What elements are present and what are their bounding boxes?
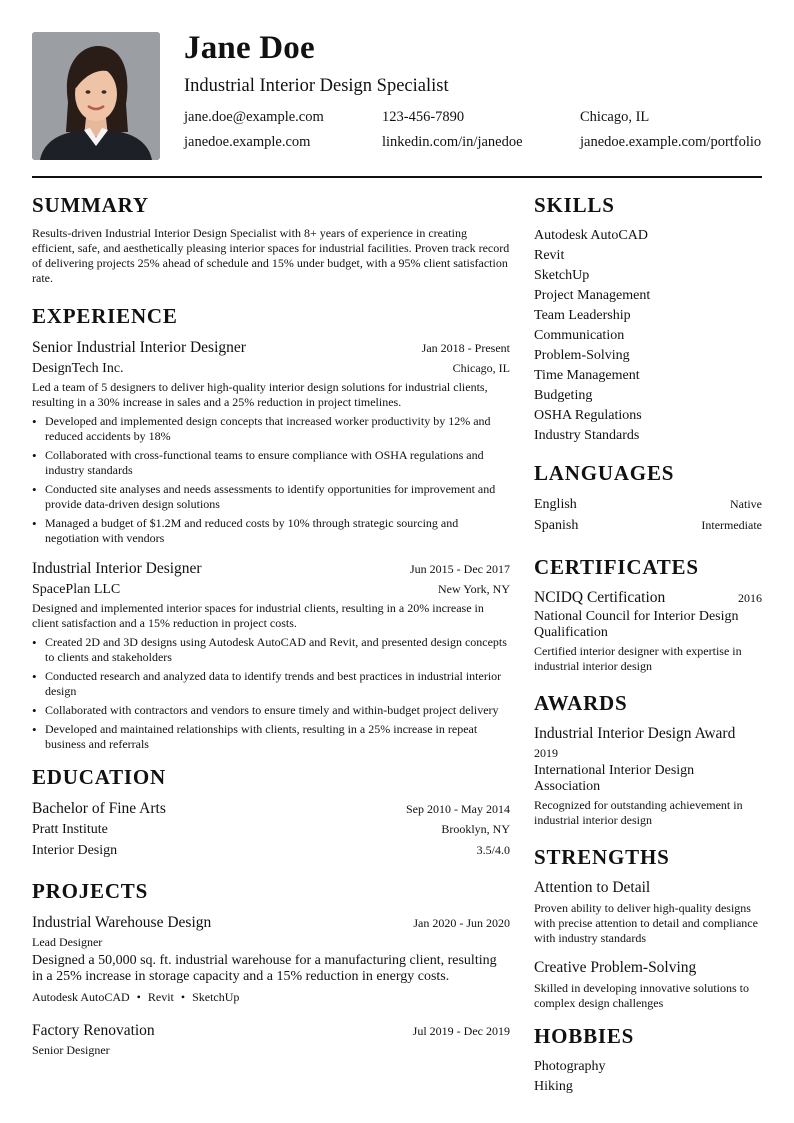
profile-photo <box>32 32 160 160</box>
hobbies-section <box>534 1023 762 1097</box>
project-dates: Jul 2019 - Dec 2019 <box>412 1024 510 1038</box>
job-bullets <box>32 414 510 546</box>
language-level: Native <box>730 497 762 511</box>
right-column <box>534 192 762 1097</box>
education-dates: Sep 2010 - May 2014 <box>406 802 510 816</box>
strength-description: Skilled in developing innovative solutions to complex design challenges <box>534 981 749 1010</box>
strength-title: Creative Problem-Solving <box>534 959 697 976</box>
skill-item: Industry Standards <box>534 428 640 443</box>
certificate-name: NCIDQ Certification <box>534 589 666 606</box>
gpa: 3.5/4.0 <box>476 843 510 857</box>
contact-linkedin[interactable]: linkedin.com/in/janedoe <box>382 134 523 150</box>
award-year: 2019 <box>534 746 558 760</box>
project-description: Designed a 50,000 sq. ft. industrial warehouse for a manufacturing client, resulting in a 25% increase in storage capacity and a 15% reduction in energy costs. <box>32 953 497 984</box>
certificate-issuer: National Council for Interior Design Qualification <box>534 609 739 640</box>
strength-description: Proven ability to deliver high-quality designs with precise attention to detail and compliance with industry standards <box>534 901 758 945</box>
skill-item: Project Management <box>534 288 651 303</box>
field-of-study: Interior Design <box>32 843 118 858</box>
language-row <box>534 515 762 536</box>
company-name: DesignTech Inc. <box>32 361 124 376</box>
skill-item: Communication <box>534 328 625 343</box>
skill-item: Budgeting <box>534 388 593 403</box>
strength-entry <box>534 958 762 1011</box>
strength-entry <box>534 878 762 946</box>
project-role: Senior Designer <box>32 1043 110 1057</box>
section-heading: AWARDS <box>534 691 628 715</box>
education-section <box>32 764 510 861</box>
award-name: Industrial Interior Design Award <box>534 725 736 742</box>
project-technologies <box>32 988 510 1006</box>
certificates-section <box>534 554 762 674</box>
experience-section <box>32 303 510 752</box>
contact-phone[interactable]: 123-456-7890 <box>382 109 465 125</box>
certificate-description: Certified interior designer with expertise in industrial interior design <box>534 644 742 673</box>
summary-text: Results-driven Industrial Interior Design Specialist with 8+ years of experience in creating efficient, safe, and aesthetically pleasing interior spaces for industrial facilities. Proven track record of delivering projects 25% ahead of schedule and 15% under budget, with a 95% client satisfaction rate. <box>32 226 510 285</box>
section-heading: EXPERIENCE <box>32 304 178 328</box>
header-divider <box>32 176 762 178</box>
contact-email[interactable]: jane.doe@example.com <box>184 109 324 125</box>
award-issuer: International Interior Design Association <box>534 763 695 794</box>
section-heading: PROJECTS <box>32 879 149 903</box>
awards-section <box>534 690 762 828</box>
separator: • <box>136 990 141 1004</box>
tech-tag: Revit <box>147 990 174 1004</box>
language-row <box>534 494 762 515</box>
award-description: Recognized for outstanding achievement in industrial interior design <box>534 798 743 827</box>
projects-section <box>32 878 510 1059</box>
experience-entry <box>32 558 510 752</box>
job-bullets <box>32 635 510 752</box>
job-dates: Jan 2018 - Present <box>421 341 510 355</box>
language-name: Spanish <box>534 518 579 533</box>
strength-title: Attention to Detail <box>534 879 651 896</box>
project-entry <box>32 1020 510 1059</box>
skill-item: Autodesk AutoCAD <box>534 228 648 243</box>
job-title: Senior Industrial Interior Designer <box>32 339 246 356</box>
contact-location: Chicago, IL <box>580 109 650 125</box>
job-title: Industrial Interior Designer <box>32 560 202 577</box>
company-name: SpacePlan LLC <box>32 582 121 597</box>
list-item: • Collaborated with contractors and vendors to ensure timely and within-budget project delivery <box>32 703 510 718</box>
section-heading: HOBBIES <box>534 1024 635 1048</box>
list-item: • Developed and maintained relationships with clients, resulting in a 25% increase in repeat business and referrals <box>32 722 510 752</box>
section-heading: EDUCATION <box>32 765 166 789</box>
strengths-section <box>534 844 762 1011</box>
candidate-name: Jane Doe <box>184 30 315 66</box>
skill-item: SketchUp <box>534 268 590 283</box>
section-heading: SKILLS <box>534 193 615 217</box>
project-name: Industrial Warehouse Design <box>32 914 212 931</box>
list-item: • Conducted site analyses and needs assessments to identify opportunities for improvement and provide data-driven design solutions <box>32 482 510 512</box>
job-description: Led a team of 5 designers to deliver high-quality interior design solutions for industrial clients, resulting in a 30% increase in sales and a 25% reduction in project timelines. <box>32 380 488 409</box>
skill-item: OSHA Regulations <box>534 408 642 423</box>
project-role: Lead Designer <box>32 935 103 949</box>
certificate-year: 2016 <box>738 591 762 605</box>
project-entry <box>32 912 510 1006</box>
left-column <box>32 192 510 1073</box>
section-heading: CERTIFICATES <box>534 555 699 579</box>
separator: • <box>180 990 186 1004</box>
experience-entry <box>32 337 510 546</box>
job-location: New York, NY <box>437 582 510 596</box>
language-level: Intermediate <box>701 518 762 532</box>
skill-item: Revit <box>534 248 565 263</box>
section-heading: STRENGTHS <box>534 845 670 869</box>
languages-section <box>534 460 762 536</box>
hobby-item: Hiking <box>534 1079 573 1094</box>
job-location: Chicago, IL <box>452 361 510 375</box>
skills-section <box>534 192 762 446</box>
contact-website[interactable]: janedoe.example.com <box>184 134 311 150</box>
degree-name: Bachelor of Fine Arts <box>32 800 166 817</box>
job-description: Designed and implemented interior spaces for industrial clients, resulting in a 20% increase in client satisfaction and a 15% reduction in project costs. <box>32 601 484 630</box>
contact-portfolio[interactable]: janedoe.example.com/portfolio <box>580 134 762 150</box>
tech-tag: Autodesk AutoCAD <box>32 990 130 1004</box>
list-item: • Collaborated with cross-functional teams to ensure compliance with OSHA regulations and industry standards <box>32 448 510 478</box>
section-heading: SUMMARY <box>32 193 149 217</box>
school-name: Pratt Institute <box>32 822 108 837</box>
avatar <box>32 32 160 160</box>
school-location: Brooklyn, NY <box>441 822 510 836</box>
skill-item: Team Leadership <box>534 308 631 323</box>
language-name: English <box>534 497 577 512</box>
tech-tag: SketchUp <box>192 990 240 1004</box>
skill-item: Problem-Solving <box>534 348 630 363</box>
project-dates: Jan 2020 - Jun 2020 <box>413 916 510 930</box>
skill-item: Time Management <box>534 368 640 383</box>
list-item: • Created 2D and 3D designs using Autodesk AutoCAD and Revit, and presented design concepts to clients and stakeholders <box>32 635 510 665</box>
list-item: • Managed a budget of $1.2M and reduced costs by 10% through strategic sourcing and negotiation with vendors <box>32 516 510 546</box>
job-dates: Jun 2015 - Dec 2017 <box>410 562 510 576</box>
summary-section <box>32 192 510 286</box>
list-item: • Developed and implemented design concepts that increased worker productivity by 12% and reduced accidents by 18% <box>32 414 510 444</box>
section-heading: LANGUAGES <box>534 461 675 485</box>
hobby-item: Photography <box>534 1059 606 1074</box>
project-name: Factory Renovation <box>32 1022 155 1039</box>
list-item: • Conducted research and analyzed data to identify trends and best practices in industrial interior design <box>32 669 510 699</box>
candidate-title: Industrial Interior Design Specialist <box>184 76 449 96</box>
